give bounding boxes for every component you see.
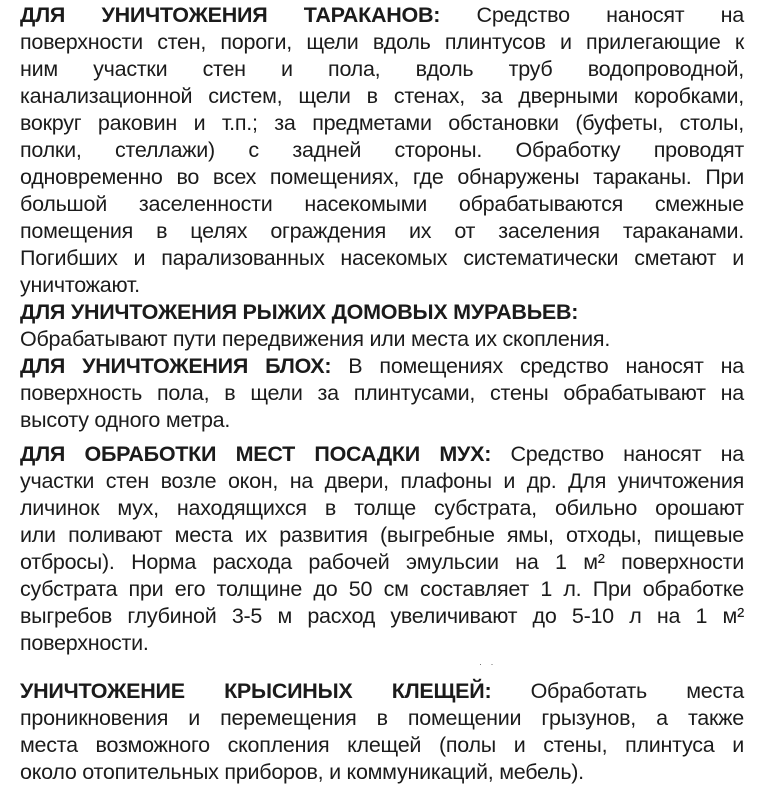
heading-rat-mites: УНИЧТОЖЕНИЕ КРЫСИНЫХ КЛЕЩЕЙ: <box>20 679 492 703</box>
text-line: личинок мух, находящихся в толще субстрата, обильно орошают <box>20 496 744 520</box>
heading-ants: ДЛЯ УНИЧТОЖЕНИЯ РЫЖИХ ДОМОВЫХ МУРАВЬЕВ: <box>20 300 579 324</box>
heading-flies: ДЛЯ ОБРАБОТКИ МЕСТ ПОСАДКИ МУХ: <box>20 442 492 466</box>
text-line: поверхности. <box>20 631 149 655</box>
text-line <box>20 678 744 705</box>
heading-tail: В помещениях средство наносят на <box>331 354 744 378</box>
section-rat-mites <box>20 678 744 786</box>
scan-artifact-dots: · · <box>479 659 497 669</box>
text-line: участки стен возле окон, на двери, плафоны и др. Для уничтожения <box>20 469 744 493</box>
text-line: около отопительных приборов, и коммуникаций, мебель). <box>20 760 584 784</box>
text-line: канализационной систем, щели в стенах, за дверными коробками, <box>20 84 744 108</box>
section-cockroaches <box>20 2 744 299</box>
heading-cockroaches: ДЛЯ УНИЧТОЖЕНИЯ ТАРАКАНОВ: <box>20 3 441 27</box>
text-line: Погибших и парализованных насекомых систематически сметают и <box>20 246 744 270</box>
text-line: отбросы). Норма расхода рабочей эмульсии на 1 м² поверхности <box>20 550 744 574</box>
text-line: поверхности стен, пороги, щели вдоль плинтусов и прилегающие к <box>20 30 744 54</box>
heading-tail: Средство наносят на <box>440 3 745 27</box>
text-line: места возможного скопления клещей (полы и стены, плинтуса и <box>20 733 744 757</box>
section-fleas <box>20 353 744 434</box>
text-line: полки, стеллажи) с задней стороны. Обработку проводят <box>20 138 744 162</box>
text-line: ним участки стен и пола, вдоль труб водопроводной, <box>20 57 744 81</box>
text-line <box>20 2 744 29</box>
text-line: помещения в целях ограждения их от заселения тараканами. <box>20 219 744 243</box>
text-line: выгребов глубиной 3-5 м расход увеличивают до 5-10 л на 1 м² <box>20 604 744 628</box>
section-flies <box>20 441 744 657</box>
text-line: вокруг раковин и т.п.; за предметами обстановки (буфеты, столы, <box>20 111 744 135</box>
text-line: поверхность пола, в щели за плинтусами, стены обрабатывают на <box>20 381 744 405</box>
heading-tail: Средство наносят на <box>491 442 744 466</box>
text-line <box>20 353 744 380</box>
text-line: проникновения и перемещения в помещении грызунов, а также <box>20 706 744 730</box>
heading-tail: Обработать места <box>491 679 744 703</box>
text-line <box>20 299 744 326</box>
text-line <box>20 441 744 468</box>
text-line: Обрабатывают пути передвижения или места их скопления. <box>20 327 611 351</box>
text-line: высоту одного метра. <box>20 408 231 432</box>
text-line: уничтожают. <box>20 273 140 297</box>
text-line: большой заселенности насекомыми обрабатываются смежные <box>20 192 744 216</box>
heading-fleas: ДЛЯ УНИЧТОЖЕНИЯ БЛОХ: <box>20 354 332 378</box>
text-line: субстрата при его толщине до 50 см составляет 1 л. При обработке <box>20 577 744 601</box>
text-line: или поливают места их развития (выгребные ямы, отходы, пищевые <box>20 523 744 547</box>
text-line: одновременно во всех помещениях, где обнаружены тараканы. При <box>20 165 744 189</box>
section-ants <box>20 299 744 353</box>
